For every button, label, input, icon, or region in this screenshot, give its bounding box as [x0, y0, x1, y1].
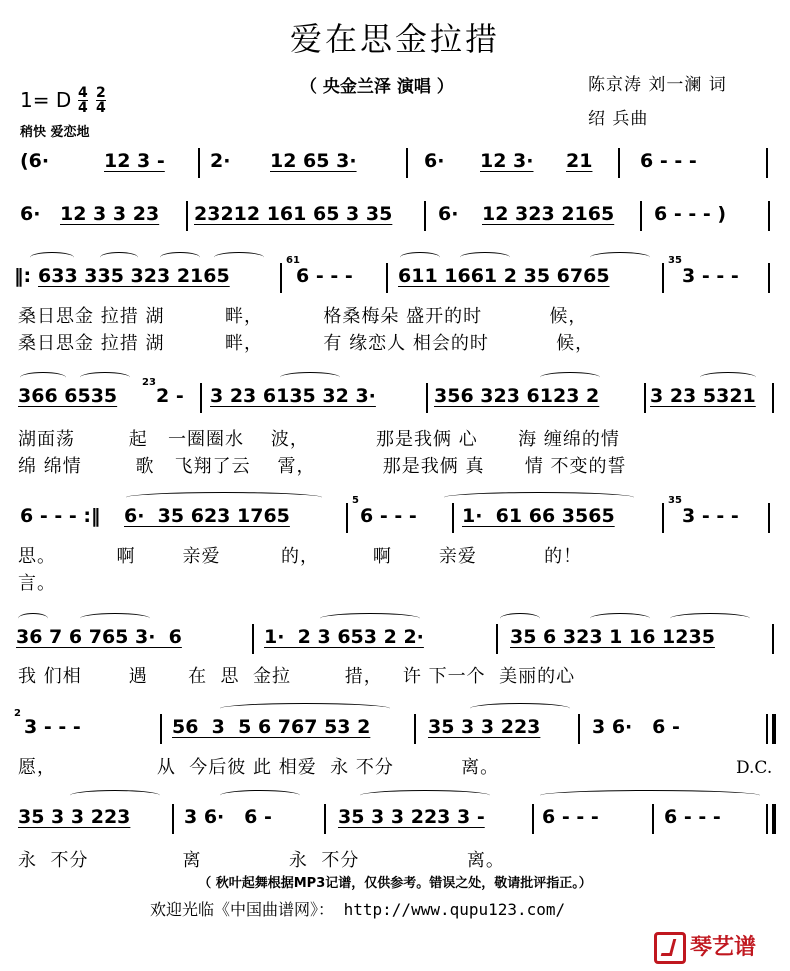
- transcription-note: （ 秋叶起舞根据MP3记谱，仅供参考。错误之处，敬请批评指正。）: [198, 876, 592, 891]
- note-group: 2 -: [156, 385, 184, 407]
- barline: [652, 804, 654, 834]
- score-row-7: [14, 708, 780, 750]
- note-group: 3 - - -: [682, 505, 739, 527]
- note-group: 3 - - -: [682, 265, 739, 287]
- barline: [766, 804, 768, 834]
- grace-note: 35: [668, 495, 682, 506]
- grace-note: 35: [668, 255, 682, 266]
- score-row-6: [14, 626, 780, 660]
- note-group: 3 23 6135 32 3·: [210, 385, 376, 407]
- note-group: 12 3 3 23: [60, 203, 160, 225]
- note-group: 6 - - -: [664, 806, 721, 828]
- barline: [424, 201, 426, 231]
- barline: [186, 201, 188, 231]
- slur: [80, 372, 130, 383]
- slur: [590, 252, 650, 263]
- barline: [640, 201, 642, 231]
- ts1-top: 4: [78, 85, 88, 101]
- slur: [444, 492, 634, 503]
- lyric-line-verse1: 思。 啊 亲爱 的， 啊 亲爱 的！: [18, 546, 583, 567]
- lyric-line: 愿， 从 今后彼 此 相爱 永 不分 离。: [18, 757, 500, 778]
- barline: [768, 201, 770, 231]
- score-row-2: [14, 203, 780, 237]
- final-barline: [772, 714, 776, 744]
- tie: [540, 790, 760, 801]
- note-group: 12 3·: [480, 150, 534, 172]
- final-barline: [772, 804, 776, 834]
- logo: [654, 930, 756, 964]
- slur: [460, 252, 510, 263]
- slur: [126, 492, 322, 503]
- barline: [766, 714, 768, 744]
- grace-note: 5: [352, 495, 359, 506]
- note-group: 35 3 3 223 3 -: [338, 806, 485, 828]
- note-group: 1· 2 3 653 2 2·: [264, 626, 424, 648]
- barline: [578, 714, 580, 744]
- lyricist-credit: 陈京涛 刘一澜 词: [588, 75, 727, 95]
- barline: [160, 714, 162, 744]
- grace-note: 2: [14, 708, 21, 719]
- barline: [532, 804, 534, 834]
- slur: [670, 613, 750, 624]
- score-row-8: [14, 806, 780, 840]
- note-group: 21: [566, 150, 593, 172]
- slur: [214, 252, 264, 263]
- score-row-3: [14, 255, 780, 299]
- slur: [220, 790, 300, 801]
- lyric-line-verse2: 言。: [18, 573, 56, 594]
- note-group: 12 3 -: [104, 150, 165, 172]
- tempo-marking: 稍快 爱恋地: [20, 125, 90, 140]
- note-group: 6 - - - :‖: [20, 505, 101, 527]
- key-signature: 1= D: [20, 88, 72, 112]
- lyric-line-verse1: 湖面荡 起 一圈圈水 波， 那是我俩 心 海 缠绵的情: [18, 429, 620, 450]
- barline: [644, 383, 646, 413]
- slur: [500, 613, 540, 624]
- barline: [346, 503, 348, 533]
- barline: [324, 804, 326, 834]
- lyric-line-verse2: 桑日思金 拉措 湖 畔， 有 缘恋人 相会的时 候，: [18, 333, 595, 354]
- note-group: 56 3 5 6 767 53 2: [172, 716, 371, 738]
- barline: [662, 263, 664, 293]
- grace-note: 61: [286, 255, 300, 266]
- score-row-5: [14, 495, 780, 539]
- score-row-1: [14, 150, 780, 184]
- slur: [400, 252, 440, 263]
- slur: [470, 703, 570, 714]
- barline: [386, 263, 388, 293]
- barline: [662, 503, 664, 533]
- note-group: 12 65 3·: [270, 150, 357, 172]
- note-group: 6·: [438, 203, 459, 225]
- song-title: 爱在思金拉措: [289, 20, 500, 58]
- barline: [426, 383, 428, 413]
- slur: [280, 372, 340, 383]
- barline: [772, 383, 774, 413]
- slur: [360, 790, 490, 801]
- barline: [768, 263, 770, 293]
- logo-text: 琴艺谱: [690, 935, 757, 960]
- barline: [200, 383, 202, 413]
- barline: [496, 624, 498, 654]
- note-group: 23212 161 65 3 35: [194, 203, 393, 225]
- slur: [70, 790, 160, 801]
- note-group: 6 - - -: [296, 265, 353, 287]
- note-group: 6 - - - ): [654, 203, 727, 225]
- note-group: (6·: [20, 150, 50, 172]
- website-link[interactable]: 欢迎光临《中国曲谱网》： http://www.qupu123.com/: [150, 900, 566, 919]
- note-group: 2·: [210, 150, 231, 172]
- lyric-line: 我 们相 遇 在 思 金拉 措， 许 下一个 美丽的心: [18, 666, 576, 687]
- slur: [30, 252, 74, 263]
- slur: [20, 372, 66, 383]
- barline: [772, 624, 774, 654]
- performer: （ 央金兰泽 演唱 ）: [300, 77, 454, 97]
- slur: [320, 613, 420, 624]
- note-group: 35 3 3 223: [18, 806, 131, 828]
- time-signature-2: [96, 86, 106, 115]
- note-group: 12 323 2165: [482, 203, 615, 225]
- barline: [452, 503, 454, 533]
- slur: [100, 252, 138, 263]
- grace-note: 23: [142, 377, 156, 388]
- slur: [540, 372, 600, 383]
- note-group: 6 - - -: [542, 806, 599, 828]
- slur: [700, 372, 756, 383]
- barline: [280, 263, 282, 293]
- note-group: 3 6· 6 -: [592, 716, 680, 738]
- slur: [590, 613, 650, 624]
- slur: [220, 703, 390, 714]
- barline: [198, 148, 200, 178]
- note-group: 366 6535: [18, 385, 118, 407]
- note-group: 3 23 5321: [650, 385, 756, 407]
- note-group: 6·: [20, 203, 41, 225]
- score-row-4: [14, 377, 780, 419]
- lyric-line-verse1: 桑日思金 拉措 湖 畔， 格桑梅朵 盛开的时 候，: [18, 306, 588, 327]
- da-capo-mark: D.C.: [736, 758, 773, 778]
- note-group: 35 3 3 223: [428, 716, 541, 738]
- note-group: 611 1661 2 35 6765: [398, 265, 610, 287]
- note-group: 35 6 323 1 16 1235: [510, 626, 715, 648]
- barline: [414, 714, 416, 744]
- note-group: 356 323 6123 2: [434, 385, 600, 407]
- note-group: 6 - - -: [360, 505, 417, 527]
- barline: [406, 148, 408, 178]
- note-group: 6 - - -: [640, 150, 697, 172]
- ts1-bottom: 4: [78, 100, 88, 116]
- ts2-bottom: 4: [96, 100, 106, 116]
- barline: [618, 148, 620, 178]
- note-group: 633 335 323 2165: [38, 265, 230, 287]
- note-group: 36 7 6 765 3· 6: [16, 626, 182, 648]
- barline: [768, 503, 770, 533]
- barline: [252, 624, 254, 654]
- slur: [80, 613, 150, 624]
- lyric-line: 永 不分 离 永 不分 离。: [18, 850, 505, 871]
- logo-icon: [654, 932, 686, 964]
- note-group: 1· 61 66 3565: [462, 505, 615, 527]
- note-group: 6· 35 623 1765: [124, 505, 290, 527]
- lyric-line-verse2: 绵 绵情 歌 飞翔了云 霄， 那是我俩 真 情 不变的誓: [18, 456, 627, 477]
- slur: [160, 252, 200, 263]
- note-group: 6·: [424, 150, 445, 172]
- ts2-top: 2: [96, 85, 106, 101]
- repeat-start: ‖:: [14, 265, 32, 287]
- barline: [766, 148, 768, 178]
- barline: [172, 804, 174, 834]
- note-group: 3 - - -: [24, 716, 81, 738]
- composer-credit: 绍 兵曲: [588, 109, 649, 129]
- time-signature-1: [78, 86, 88, 115]
- slur: [18, 613, 48, 624]
- note-group: 3 6· 6 -: [184, 806, 272, 828]
